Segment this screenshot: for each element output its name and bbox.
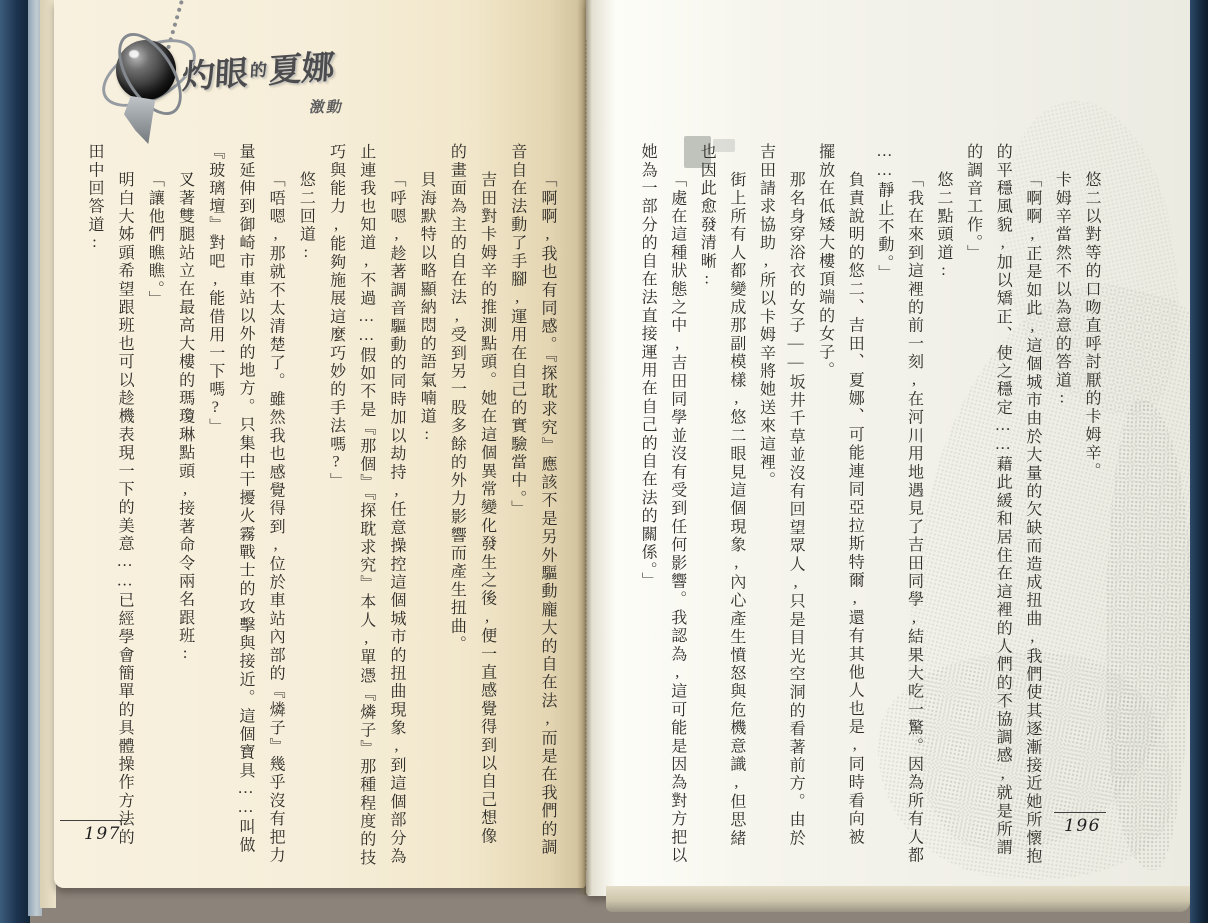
- text-column: 悠二以對等的口吻直呼討厭的卡姆辛。: [1083, 171, 1100, 481]
- text-column: 的平穩風貌,加以矯正、使之穩定……藉此緩和居住在這裡的人們的不協調感,就是所謂: [994, 143, 1012, 857]
- text-column: 卡姆辛當然不以為意的答道:: [1053, 171, 1071, 409]
- gutter-stitching: [585, 40, 587, 870]
- text-column: 也因此愈發清晰:: [698, 143, 716, 290]
- logo-title: [181, 41, 336, 99]
- book-cover-edge-left: [0, 0, 30, 923]
- text-column: 「處在這種狀態之中,吉田同學並沒有受到任何影響。我認為,這可能是因為對方把以: [668, 171, 686, 865]
- text-column: 量延伸到御崎市車站以外的地方。只集中干擾火霧戰士的攻擊與接近。這個寶具……叫做: [236, 143, 254, 855]
- text-column: 悠二點頭道:: [935, 171, 953, 282]
- text-column: 巧與能力,能夠施展這麼巧妙的手法嗎?」: [327, 143, 345, 491]
- page-number-right: 196: [1064, 816, 1101, 836]
- text-column: 街上所有人都變成那副模樣,悠二眼見這個現象,內心產生憤怒與危機意識,但思緒: [727, 171, 745, 848]
- text-column: 貝海默特以略顯納悶的語氣喃道:: [418, 171, 436, 445]
- right-page-text: [633, 143, 1107, 867]
- page-number-rule: [60, 820, 128, 821]
- text-column: 的畫面為主的自在法,受到另一股多餘的外力影響而產生扭曲。: [448, 143, 466, 654]
- text-column: 「唔嗯,那就不太清楚了。雖然我也感覺得到,位於車站內部的『燐子』幾乎沒有把力: [267, 171, 285, 865]
- book-logo: [54, 0, 374, 150]
- text-column: 「啊啊,我也有同感。『探耽求究』應該不是另外驅動龐大的自在法,而是在我們的調: [539, 171, 556, 857]
- page-number-rule: [1054, 812, 1106, 813]
- text-column: 叉著雙腿站立在最高大樓的瑪瓊琳點頭,接著命令兩名跟班:: [176, 171, 194, 665]
- text-column: 「呼嗯,趁著調音驅動的同時加以劫持,任意操控這個城市的扭曲現象,到這個部分為: [387, 171, 405, 866]
- logo-subtitle: 激動: [308, 100, 346, 116]
- text-column: 悠二回道:: [297, 171, 315, 263]
- text-column: 吉田請求協助,所以卡姆辛將她送來這裡。: [757, 143, 775, 490]
- text-column: 「啊啊,正是如此,這個城市由於大量的欠缺而造成扭曲,我們使其逐漸接近她所懷抱: [1023, 171, 1041, 866]
- logo-title-main: 灼眼: [181, 55, 249, 97]
- left-page: [54, 0, 586, 888]
- book-cover-edge-right: [1190, 0, 1208, 923]
- text-column: 吉田對卡姆辛的推測點頭。她在這個異常變化發生之後,便一直感覺得到以自己想像: [478, 171, 496, 846]
- text-column: 田中回答道:: [85, 143, 103, 254]
- text-column: 那名身穿浴衣的女子——坂井千草並沒有回望眾人,只是目光空洞的看著前方。由於: [787, 171, 805, 848]
- logo-title-particle: 的: [249, 60, 268, 81]
- watermark-pattern: [1106, 400, 1190, 870]
- logo-title-main: 夏娜: [267, 49, 336, 91]
- text-column: 音自在法動了手腳,運用在自己的實驗當中。」: [508, 143, 526, 519]
- text-column: 『玻璃壇』對吧,能借用一下嗎?」: [206, 143, 224, 437]
- text-column: 「我在來到這裡的前一刻,在河川用地遇見了吉田同學,結果大吃一驚。因為所有人都: [905, 171, 923, 865]
- text-column: 的調音工作。」: [964, 143, 982, 263]
- page-stack-edge-bottom: [606, 886, 1190, 912]
- text-column: 止連我也知道,不過……假如不是『那個』『探耽求究』本人,單憑『燐子』那種程度的技: [357, 143, 375, 867]
- text-column: 擺放在低矮大樓頂端的女子。: [816, 143, 834, 380]
- right-page: [586, 0, 1190, 896]
- left-page-text: [79, 143, 562, 867]
- text-column: ……靜止不動。」: [875, 143, 893, 283]
- text-column: 她為一部分的自在法直接運用在自己的自在法的關係。」: [639, 143, 657, 590]
- text-column: 「讓他們瞧瞧。」: [146, 171, 164, 309]
- page-number-left: 197: [84, 824, 121, 844]
- text-column: 明白大姊頭希望跟班也可以趁機表現一下的美意……已經學會簡單的具體操作方法的: [116, 171, 134, 847]
- text-column: 負責說明的悠二、吉田、夏娜、可能連同亞拉斯特爾,還有其他人也是,同時看向被: [846, 171, 864, 847]
